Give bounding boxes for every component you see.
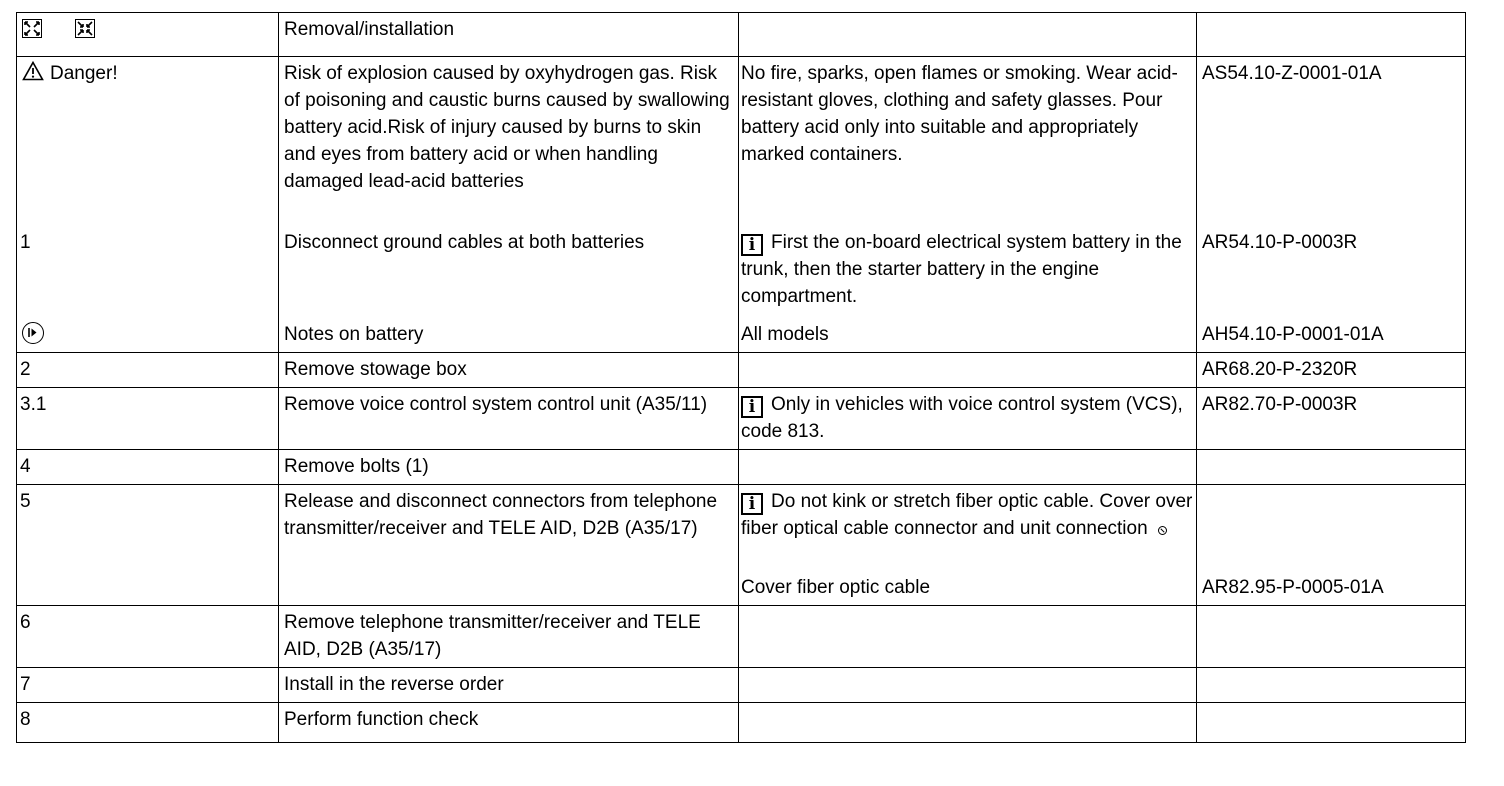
danger-label: Danger!: [50, 63, 118, 84]
step-action: Remove telephone transmitter/receiver and TELE AID, D2B (A35/17): [279, 606, 739, 668]
step-number: 3.1: [17, 388, 279, 450]
danger-ref-link[interactable]: AS54.10-Z-0001-01A: [1202, 63, 1382, 84]
step-note: Only in vehicles with voice control system (VCS), code 813.: [741, 394, 1183, 442]
step-number: 2: [17, 353, 279, 388]
fiber-optic-icon: [1158, 526, 1167, 535]
step-action: Install in the reverse order: [279, 668, 739, 703]
step-ref-link[interactable]: [1197, 703, 1466, 743]
table-row: [17, 353, 1466, 388]
step-number: 4: [17, 450, 279, 485]
step-note: [739, 353, 1197, 388]
header-icons-cell: [17, 13, 279, 57]
info-icon: i: [741, 234, 763, 256]
step-action: Perform function check: [279, 703, 739, 743]
step-action: Remove stowage box: [279, 353, 739, 388]
table-row: [17, 606, 1466, 668]
info-icon: i: [741, 396, 763, 418]
step-action: Remove bolts (1): [279, 450, 739, 485]
table-row: [17, 388, 1466, 450]
info-icon: i: [741, 493, 763, 515]
warning-triangle-icon: [22, 61, 44, 81]
step-number: 6: [17, 606, 279, 668]
collapse-arrows-icon[interactable]: [75, 19, 95, 38]
step-note: [739, 450, 1197, 485]
notes-link[interactable]: Notes on battery: [284, 324, 424, 345]
step-note-secondary: Cover fiber optic cable: [741, 577, 931, 598]
notes-ref-link[interactable]: AH54.10-P-0001-01A: [1202, 324, 1384, 345]
header-empty-3: [739, 13, 1197, 57]
step-action: Release and disconnect connectors from telephone transmitter/receiver and TELE AID, D2B (A35/17): [279, 485, 739, 606]
step-number: 7: [17, 668, 279, 703]
step-note: [739, 703, 1197, 743]
step-action: Disconnect ground cables at both batteries: [284, 232, 645, 253]
expand-arrows-icon[interactable]: [22, 19, 42, 38]
notes-scope: All models: [741, 324, 829, 345]
header-empty-4: [1197, 13, 1466, 57]
step-ref-link[interactable]: [1197, 450, 1466, 485]
procedure-table: [16, 12, 1466, 743]
header-title: Removal/installation: [279, 13, 739, 57]
danger-row: [17, 57, 1466, 353]
table-row: [17, 703, 1466, 743]
step-ref-link[interactable]: AR54.10-P-0003R: [1202, 232, 1358, 253]
header-row: [17, 13, 1466, 57]
table-row: [17, 485, 1466, 606]
step-ref-link[interactable]: [1197, 668, 1466, 703]
step-note: [739, 606, 1197, 668]
notes-arrow-icon[interactable]: [22, 322, 44, 344]
step-ref-link[interactable]: AR82.70-P-0003R: [1197, 388, 1466, 450]
table-row: [17, 668, 1466, 703]
danger-risk-text: Risk of explosion caused by oxyhydrogen gas. Risk of poisoning and caustic burns caused by swallowing battery acid.Risk of injury caused by burns to skin and eyes from battery acid or when handling damaged lead-acid batteries: [284, 63, 730, 192]
step-action: Remove voice control system control unit (A35/11): [279, 388, 739, 450]
step-number: 8: [17, 703, 279, 743]
step-note: [739, 668, 1197, 703]
step-note: First the on-board electrical system battery in the trunk, then the starter battery in the engine compartment.: [741, 232, 1182, 307]
step-number: 5: [17, 485, 279, 606]
danger-measures-text: No fire, sparks, open flames or smoking. Wear acid-resistant gloves, clothing and safety glasses. Pour battery acid only into suitable and appropriately marked containers.: [741, 63, 1178, 165]
step-number: 1: [20, 232, 31, 253]
step-note: Do not kink or stretch fiber optic cable. Cover over fiber optical cable connector and unit connection: [741, 491, 1193, 539]
step-ref-link[interactable]: AR68.20-P-2320R: [1197, 353, 1466, 388]
step-ref-link[interactable]: [1197, 606, 1466, 668]
table-row: [17, 450, 1466, 485]
step-ref-link[interactable]: AR82.95-P-0005-01A: [1202, 577, 1384, 598]
